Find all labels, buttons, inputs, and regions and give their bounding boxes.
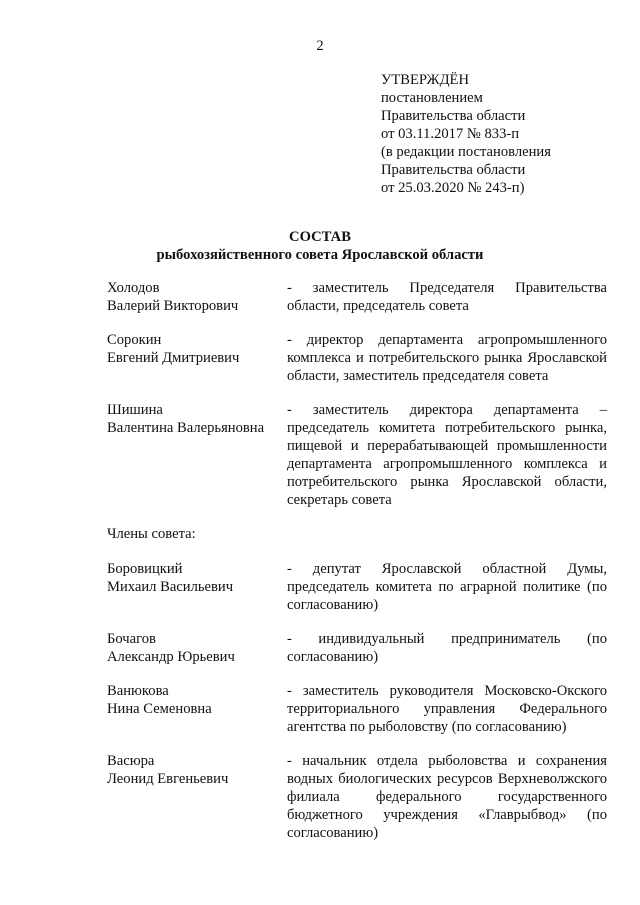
approval-line: Правительства области: [381, 108, 526, 124]
member-given-names: Леонид Евгеньевич: [107, 771, 229, 787]
member-role: - директор департамента агропромышленного комплекса и потребительского рынка Ярославской области, заместитель председателя совета: [287, 332, 607, 384]
member-row: [107, 331, 607, 385]
member-surname: Холодов: [107, 280, 160, 296]
member-name: [107, 682, 287, 736]
approval-line: от 03.11.2017 № 833-п: [381, 126, 520, 142]
members-section-label: Члены совета:: [107, 526, 196, 542]
member-role: - депутат Ярославской областной Думы, председатель комитета по аграрной политике (по согласованию): [287, 561, 607, 613]
title-line-2: рыбохозяйственного совета Ярославской области: [156, 247, 484, 263]
title-line-1: СОСТАВ: [289, 229, 351, 245]
approval-line: Правительства области: [381, 162, 526, 178]
member-row: [107, 682, 607, 736]
member-given-names: Валентина Валерьяновна: [107, 420, 265, 436]
council-composition: [107, 279, 607, 858]
member-name: [107, 279, 287, 315]
member-surname: Сорокин: [107, 332, 162, 348]
member-row: [107, 752, 607, 842]
member-name: [107, 752, 287, 842]
member-role: - индивидуальный предприниматель (по согласованию): [287, 631, 607, 665]
member-role: - заместитель директора департамента – председатель комитета потребительского рынка, пищевой и перерабатывающей промышленности департамента агропромышленного комплекса и потребительского рынка Ярославской области, секретарь совета: [287, 402, 607, 508]
member-name: [107, 331, 287, 385]
member-name: [107, 630, 287, 666]
member-row: [107, 279, 607, 315]
approval-block: [381, 71, 551, 197]
approval-line: (в редакции постановления: [381, 144, 551, 160]
member-row: [107, 401, 607, 509]
page-number: 2: [316, 38, 324, 54]
member-given-names: Михаил Васильевич: [107, 579, 234, 595]
approval-line: постановлением: [381, 90, 483, 106]
member-surname: Ванюкова: [107, 683, 169, 699]
approval-line: УТВЕРЖДЁН: [381, 72, 469, 88]
member-role: - начальник отдела рыболовства и сохранения водных биологических ресурсов Верхневолжского филиала федерального государственного бюджетного учреждения «Главрыбвод» (по согласованию): [287, 753, 607, 841]
member-given-names: Валерий Викторович: [107, 298, 239, 314]
member-surname: Боровицкий: [107, 561, 183, 577]
member-row: [107, 560, 607, 614]
member-row: [107, 630, 607, 666]
member-surname: Васюра: [107, 753, 155, 769]
document-title: [0, 228, 640, 264]
member-name: [107, 560, 287, 614]
member-role: - заместитель руководителя Московско-Окского территориального управления Федерального агентства по рыболовству (по согласованию): [287, 683, 607, 735]
member-given-names: Нина Семеновна: [107, 701, 212, 717]
member-surname: Шишина: [107, 402, 163, 418]
member-given-names: Александр Юрьевич: [107, 649, 235, 665]
member-name: [107, 401, 287, 509]
member-given-names: Евгений Дмитриевич: [107, 350, 240, 366]
approval-line: от 25.03.2020 № 243-п): [381, 180, 525, 196]
member-role: - заместитель Председателя Правительства области, председатель совета: [287, 280, 607, 314]
member-surname: Бочагов: [107, 631, 156, 647]
